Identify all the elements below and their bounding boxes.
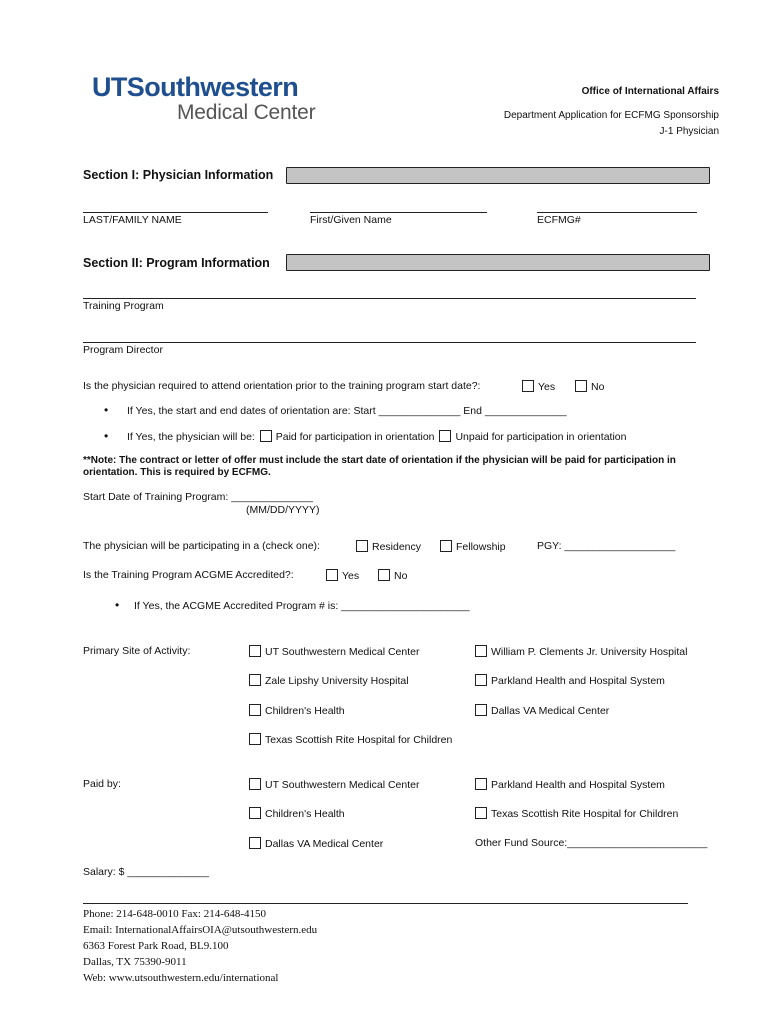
site-zale[interactable] <box>249 674 409 687</box>
orientation-yes[interactable] <box>522 380 555 393</box>
orientation-no[interactable] <box>575 380 604 393</box>
bullet-icon: • <box>104 429 109 443</box>
orientation-question <box>83 380 480 392</box>
orientation-dates[interactable]: If Yes, the start and end dates of orientation are: Start ______________ End ______________ <box>127 405 567 417</box>
fellowship-label: Fellowship <box>456 541 506 553</box>
paid-scottish-rite-checkbox[interactable] <box>475 807 487 819</box>
training-program-line[interactable] <box>83 298 696 299</box>
site-zale-label: Zale Lipshy University Hospital <box>265 675 409 687</box>
paid-utsw-label: UT Southwestern Medical Center <box>265 779 420 791</box>
section2-title: Section II: Program Information <box>83 256 270 270</box>
fellowship-option[interactable] <box>440 540 506 553</box>
ecfmg-line[interactable] <box>537 212 697 213</box>
site-childrens-label: Children's Health <box>265 705 345 717</box>
site-dallas-va-checkbox[interactable] <box>475 704 487 716</box>
program-director-line[interactable] <box>83 342 696 343</box>
primary-site-label: Primary Site of Activity: <box>83 645 191 657</box>
paid-scottish-rite-label: Texas Scottish Rite Hospital for Children <box>491 808 679 820</box>
section1-bar <box>286 167 710 184</box>
start-date-field[interactable]: Start Date of Training Program: ______________ <box>83 491 313 503</box>
contact-footer <box>83 906 317 986</box>
acgme-no-label: No <box>394 570 408 582</box>
site-utsw-label: UT Southwestern Medical Center <box>265 646 420 658</box>
orientation-no-label: No <box>591 381 605 393</box>
residency-label: Residency <box>372 541 422 553</box>
bullet-icon: • <box>115 598 120 612</box>
fellowship-checkbox[interactable] <box>440 540 452 552</box>
site-scottish-rite-label: Texas Scottish Rite Hospital for Children <box>265 734 453 746</box>
logo-medical-center: Medical Center <box>177 101 316 124</box>
paid-dallas-va-label: Dallas VA Medical Center <box>265 838 384 850</box>
pgy-field[interactable]: PGY: ___________________ <box>537 540 676 552</box>
paid-orientation-label: Paid for participation in orientation <box>275 431 435 443</box>
orientation-yes-checkbox[interactable] <box>522 380 534 392</box>
site-clements-checkbox[interactable] <box>475 645 487 657</box>
paid-dallas-va[interactable] <box>249 837 383 850</box>
orientation-question-text: Is the physician required to attend orientation prior to the training program start date?: <box>83 380 481 392</box>
acgme-no-option[interactable] <box>378 569 407 582</box>
footer-divider <box>83 903 688 904</box>
last-name-line[interactable] <box>83 212 268 213</box>
site-parkland-checkbox[interactable] <box>475 674 487 686</box>
footer-web[interactable]: Web: www.utsouthwestern.edu/international <box>83 972 279 984</box>
footer-address2: Dallas, TX 75390-9011 <box>83 956 187 968</box>
other-fund-field[interactable]: Other Fund Source:________________________ <box>475 837 708 849</box>
orientation-note: **Note: The contract or letter of offer must include the start date of orientation if the physician will be paid for participation in orientation. This is required by ECFMG. <box>83 455 676 478</box>
participating-question: The physician will be participating in a (check one): <box>83 540 320 552</box>
salary-field[interactable]: Salary: $ ______________ <box>83 866 210 878</box>
acgme-question: Is the Training Program ACGME Accredited?: <box>83 569 294 581</box>
site-childrens-checkbox[interactable] <box>249 704 261 716</box>
unpaid-orientation-label: Unpaid for participation in orientation <box>455 431 627 443</box>
first-name-label: First/Given Name <box>310 214 392 226</box>
section1-title: Section I: Physician Information <box>83 168 274 182</box>
paid-parkland[interactable] <box>475 778 665 791</box>
paid-dallas-va-checkbox[interactable] <box>249 837 261 849</box>
site-scottish-rite[interactable] <box>249 733 452 746</box>
paid-by-label: Paid by: <box>83 778 121 790</box>
residency-option[interactable] <box>356 540 421 553</box>
site-childrens[interactable] <box>249 704 345 717</box>
will-be-label: If Yes, the physician will be: <box>127 431 255 443</box>
first-name-line[interactable] <box>310 212 487 213</box>
site-utsw[interactable] <box>249 645 419 658</box>
site-scottish-rite-checkbox[interactable] <box>249 733 261 745</box>
site-zale-checkbox[interactable] <box>249 674 261 686</box>
form-subtitle: J-1 Physician <box>659 126 719 137</box>
paid-childrens[interactable] <box>249 807 345 820</box>
section2-bar <box>286 254 710 271</box>
site-parkland[interactable] <box>475 674 665 687</box>
acgme-number-field[interactable]: If Yes, the ACGME Accredited Program # is: ______________________ <box>134 600 470 612</box>
site-dallas-va[interactable] <box>475 704 609 717</box>
paid-childrens-label: Children's Health <box>265 808 345 820</box>
logo-ut-southwestern: UTSouthwestern <box>92 72 299 102</box>
office-name: Office of International Affairs <box>581 86 719 97</box>
paid-utsw[interactable] <box>249 778 419 791</box>
program-director-label: Program Director <box>83 344 163 356</box>
residency-checkbox[interactable] <box>356 540 368 552</box>
paid-orientation-checkbox[interactable] <box>260 430 272 442</box>
acgme-yes-checkbox[interactable] <box>326 569 338 581</box>
paid-scottish-rite[interactable] <box>475 807 678 820</box>
acgme-yes-option[interactable] <box>326 569 359 582</box>
ecfmg-label: ECFMG# <box>537 214 581 226</box>
training-program-label: Training Program <box>83 300 164 312</box>
footer-address1: 6363 Forest Park Road, BL9.100 <box>83 940 229 952</box>
date-format-hint: (MM/DD/YYYY) <box>246 504 320 516</box>
acgme-no-checkbox[interactable] <box>378 569 390 581</box>
paid-parkland-label: Parkland Health and Hospital System <box>491 779 665 791</box>
paid-childrens-checkbox[interactable] <box>249 807 261 819</box>
last-name-label: LAST/FAMILY NAME <box>83 214 182 226</box>
paid-utsw-checkbox[interactable] <box>249 778 261 790</box>
site-clements-label: William P. Clements Jr. University Hospital <box>491 646 688 658</box>
footer-email[interactable]: Email: InternationalAffairsOIA@utsouthwestern.edu <box>83 924 318 936</box>
form-title: Department Application for ECFMG Sponsorship <box>503 110 719 121</box>
orientation-no-checkbox[interactable] <box>575 380 587 392</box>
unpaid-orientation-checkbox[interactable] <box>439 430 451 442</box>
paid-parkland-checkbox[interactable] <box>475 778 487 790</box>
footer-phone: Phone: 214-648-0010 Fax: 214-648-4150 <box>83 908 267 920</box>
orientation-pay <box>127 430 626 443</box>
bullet-icon: • <box>104 403 109 417</box>
acgme-yes-label: Yes <box>342 570 360 582</box>
site-clements[interactable] <box>475 645 687 658</box>
site-dallas-va-label: Dallas VA Medical Center <box>491 705 610 717</box>
site-utsw-checkbox[interactable] <box>249 645 261 657</box>
orientation-yes-label: Yes <box>538 381 556 393</box>
site-parkland-label: Parkland Health and Hospital System <box>491 675 665 687</box>
